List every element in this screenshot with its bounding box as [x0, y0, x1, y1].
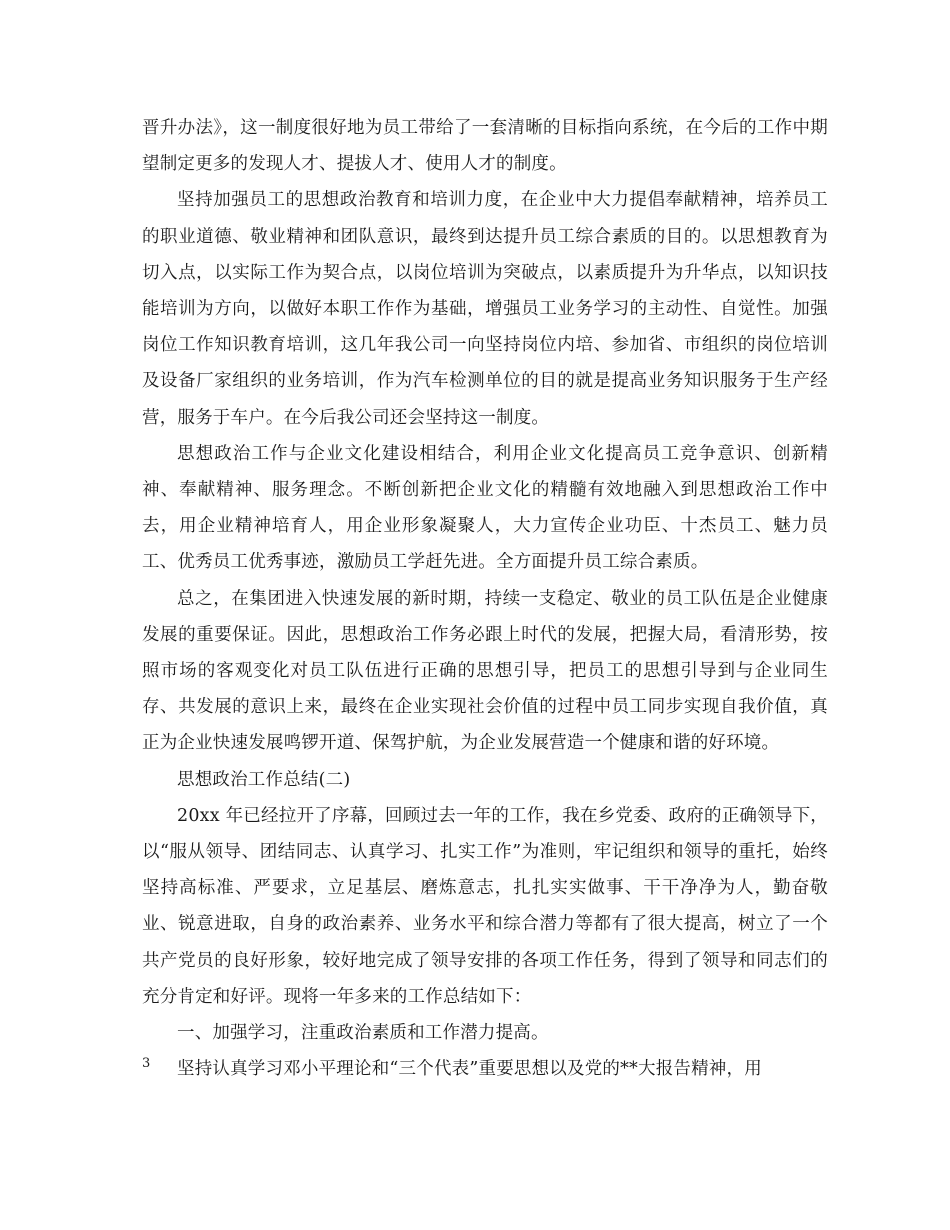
paragraph-5: 20xx 年已经拉开了序幕，回顾过去一年的工作，我在乡党委、政府的正确领导下，以“服从领导、团结同志、认真学习、扎实工作”为准则，牢记组织和领导的重托，始终坚持高标准、严要求，立足基层、磨炼意志，扎扎实实做事、干干净净为人，勤奋敬业、锐意进取，自身的政治素养、业务水平和综合潜力等都有了很大提高，树立了一个共产党员的良好形象，较好地完成了领导安排的各项工作任务，得到了领导和同志们的充分肯定和好评。现将一年多来的工作总结如下： — [142, 805, 828, 1007]
paragraph-2: 坚持加强员工的思想政治教育和培训力度，在企业中大力提倡奉献精神，培养员工的职业道德、敬业精神和团队意识，最终到达提升员工综合素质的目的。以思想教育为切入点，以实际工作为契合点，以岗位培训为突破点，以素质提升为升华点，以知识技能培训为方向，以做好本职工作作为基础，增强员工业务学习的主动性、自觉性。加强岗位工作知识教育培训，这几年我公司一向坚持岗位内培、参加省、市组织的岗位培训及设备厂家组织的业务培训，作为汽车检测单位的目的就是提高业务知识服务于生产经营，服务于车户。在今后我公司还会坚持这一制度。 — [142, 190, 828, 428]
subsection-heading: 一、加强学习，注重政治素质和工作潜力提高。 — [177, 1023, 549, 1044]
paragraph-4: 总之，在集团进入快速发展的新时期，持续一支稳定、敬业的员工队伍是企业健康发展的重要保证。因此，思想政治工作务必跟上时代的发展，把握大局，看清形势，按照市场的客观变化对员工队伍进行正确的思想引导，把员工的思想引导到与企业同生存、共发展的意识上来，最终在企业实现社会价值的过程中员工同步实现自我价值，真正为企业快速发展鸣锣开道、保驾护航，为企业发展营造一个健康和谐的好环境。 — [142, 588, 828, 754]
paragraph-3: 思想政治工作与企业文化建设相结合，利用企业文化提高员工竞争意识、创新精神、奉献精神、服务理念。不断创新把企业文化的精髓有效地融入到思想政治工作中去，用企业精神培育人，用企业形象凝聚人，大力宣传企业功臣、十杰员工、魅力员工、优秀员工优秀事迹，激励员工学赶先进。全方面提升员工综合素质。 — [142, 443, 828, 573]
page-number: 3 — [142, 1056, 151, 1071]
section-heading: 思想政治工作总结(二) — [177, 769, 351, 790]
paragraph-1: 晋升办法》，这一制度很好地为员工带给了一套清晰的目标指向系统，在今后的工作中期望制定更多的发现人才、提拔人才、使用人才的制度。 — [142, 118, 828, 175]
document-body — [142, 110, 828, 1087]
paragraph-6: 坚持认真学习邓小平理论和“三个代表”重要思想以及党的**大报告精神，用 — [177, 1059, 762, 1080]
